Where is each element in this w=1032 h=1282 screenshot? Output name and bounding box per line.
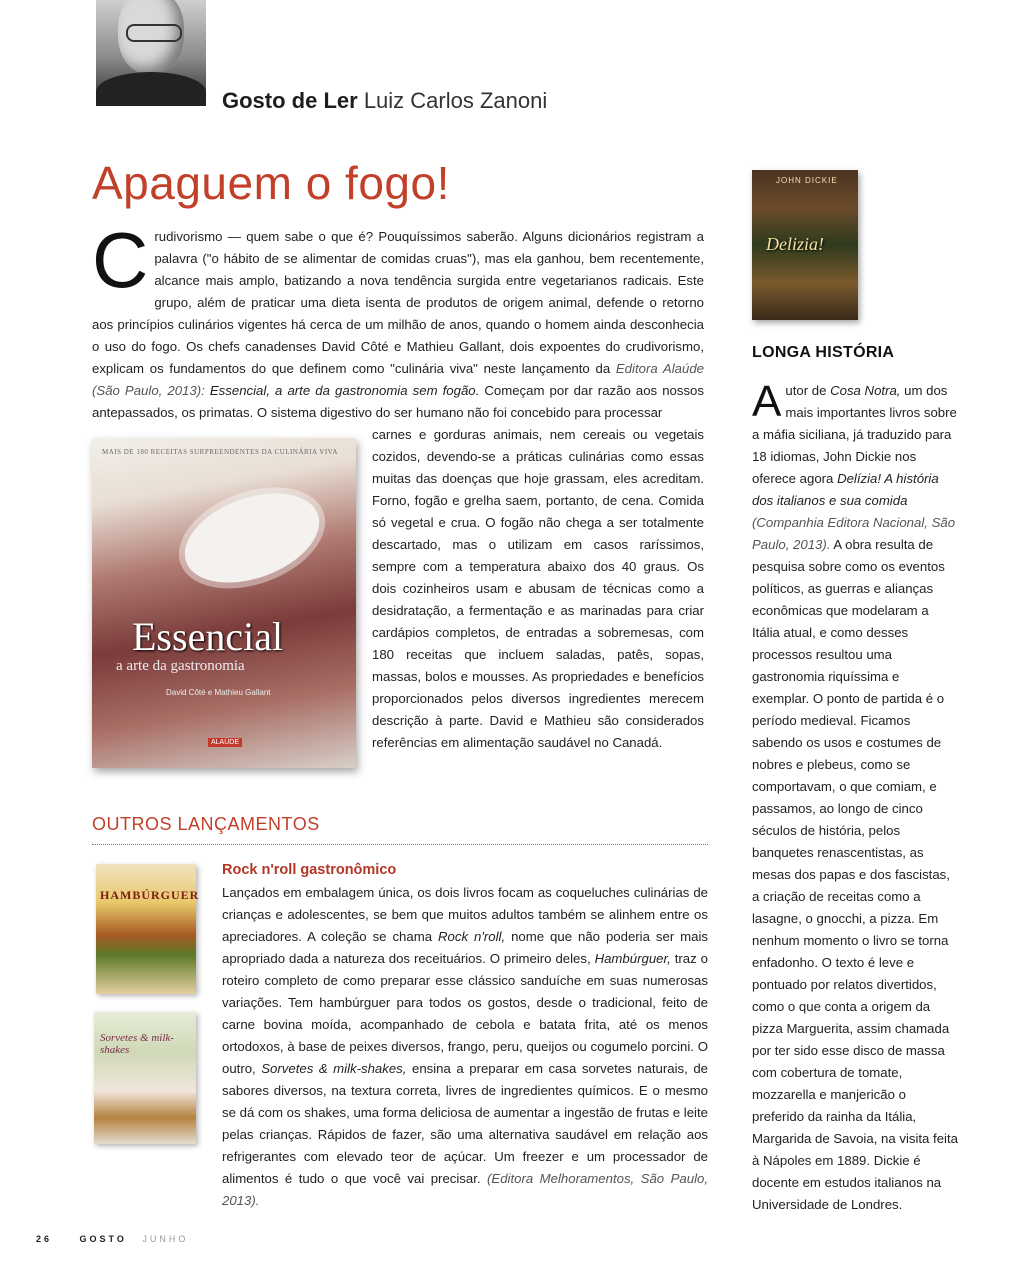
- drop-cap: C: [92, 216, 149, 304]
- sidebar-title: LONGA HISTÓRIA: [752, 344, 895, 361]
- item-text-part: ensina a preparar em casa sorvetes naturais, de sabores diversos, na textura correta, livres de ingredientes químicos. E o mesmo se dá com os shakes, uma forma deliciosa de aumentar a ingestão de frutas e leite pelas crianças. Rápidos de fazer, são uma alternativa saudável em relação aos refrigerantes com elevado teor de açúcar. Um freezer e um processador de alimentos é tudo o que você vai precisar.: [222, 1061, 708, 1186]
- cover-publisher: ALAÚDE: [208, 738, 242, 747]
- cover-tagline: MAIS DE 180 RECEITAS SURPREENDENTES DA CULINÁRIA VIVA: [102, 448, 338, 456]
- essencial-book-cover: [92, 438, 356, 768]
- cover-subtitle: a arte da gastronomia: [116, 658, 245, 674]
- sidebar-text-part: A obra resulta de pesquisa sobre como os eventos políticos, as guerras e alianças econômicas que modelaram a Itália atual, e como desses processos resultou uma gastronomia riquíssima e exemplar. O ponto de partida é o período medieval. Ficamos sabendo os usos e costumes de nobres e plebeus, como se comportavam, o que comiam, e passamos, ao longo de cinco séculos de história, pelos banquetes renascentistas, as mesas dos papas e dos fascistas, a criação de receitas como a lasagne, o gnocchi, a pizza. Em nenhum momento o livro se torna enfadonho. O texto é leve e pontuado por relatos divertidos, como o que conta a origem da pizza Marguerita, assim chamada por ter sido esse disco de massa com cobertura de tomate, mozzarella e manjericão o preferido da rainha da Itália, Margarida de Savoia, na visita feita à Nápoles em 1889. Dickie é docente em estudos italianos na Universidade de Londres.: [752, 537, 958, 1212]
- article-headline: Apaguem o fogo!: [92, 157, 450, 209]
- sorvetes-cover-title: Sorvetes & milk-shakes: [100, 1032, 174, 1056]
- delizia-cover-title: Delizia!: [766, 234, 824, 254]
- author-portrait: [96, 0, 206, 106]
- issue-month: JUNHO: [142, 1234, 189, 1244]
- sidebar-text-part: um dos mais importantes livros sobre a máfia siciliana, já traduzido para 18 idiomas, John Dickie nos oferece agora: [752, 383, 957, 486]
- article-intro: [92, 216, 704, 424]
- section-divider: [92, 844, 708, 845]
- page-footer: [36, 1234, 188, 1244]
- sidebar-drop-cap: A: [752, 377, 782, 426]
- intro-book-title: Essencial, a arte da gastronomia sem fogão.: [209, 383, 480, 398]
- intro-text-2: Começam por dar razão aos nossos antepassados, os primatas. O sistema digestivo do ser humano não foi concebido para processar: [92, 383, 704, 420]
- item-title: Rock n'roll gastronômico: [222, 862, 397, 878]
- item-text-part: nome que não poderia ser mais apropriado dada a natureza dos receituários. O primeiro deles,: [222, 929, 709, 966]
- intro-source: Editora Alaúde (São Paulo, 2013):: [92, 361, 704, 398]
- column-author: Luiz Carlos Zanoni: [363, 88, 548, 113]
- intro-text: rudivorismo — quem sabe o que é? Pouquíssimos saberão. Alguns dicionários registram a palavra ("o hábito de se alimentar de comidas cruas"), mas ela ganhou, bem recentemente, alcance mais amplo, batizando a nova tendência surgida entre vegetarianos radicais. Este grupo, além de praticar uma dieta isenta de produtos de origem animal, defende o retorno aos princípios culinários vigentes há cerca de um milhão de anos, quando o homem ainda desconhecia o uso do fogo. Os chefs canadenses David Côté e Mathieu Gallant, dois expoentes do crudivorismo, explicam os fundamentos do que definem como "culinária viva" neste lançamento da: [92, 229, 704, 376]
- delizia-book-cover: [752, 170, 858, 320]
- sidebar-text: [752, 377, 960, 1216]
- sidebar-source: (Companhia Editora Nacional, São Paulo, 2013).: [752, 515, 956, 552]
- column-heading: [222, 88, 547, 114]
- item-text-em: Sorvetes & milk-shakes,: [261, 1061, 407, 1076]
- cover-authors: David Côté e Mathieu Gallant: [166, 688, 271, 697]
- column-title: Gosto de Ler: [222, 88, 358, 113]
- page-number: 26: [36, 1234, 53, 1244]
- article-body: carnes e gorduras animais, nem cereais ou vegetais cozidos, devendo-se a práticas culinárias como essas muitas das doenças que hoje grassam, eles acreditam. Forno, fogão e grelha saem, portanto, de cena. Comida só vegetal e crua. O fogão não chega a ser totalmente descartado, mas o utilizam em casos raríssimos, sempre com a temperatura abaixo dos 40 graus. Os dois cozinheiros usam e abusam de técnicas como a desidratação, a fermentação e as marinadas para criar cardápios completos, de entradas a sobremesas, com 180 receitas que incluem saladas, patês, sopas, massas, bolos e mousses. As propriedades e benefícios proporcionados pelos diversos ingredientes merecem descrição à parte. David e Mathieu são considerados referências em alimentação saudável no Canadá.: [372, 427, 704, 750]
- item-source: (Editora Melhoramentos, São Paulo, 2013).: [222, 1171, 708, 1208]
- item-text-part: traz o roteiro completo de como preparar esse clássico sanduíche em suas numerosas variações. Tem hambúrguer para todos os gostos, desde o tradicional, feito de carne bovina moída, acompanhado de cebola e batata frita, até os menos ortodoxos, à base de peixes diversos, frango, peru, queijos ou cogumelo porcini. O outro,: [222, 951, 708, 1076]
- sidebar-text-em: Delízia! A história dos italianos e sua comida: [752, 471, 939, 508]
- sorvetes-book-cover: [94, 1012, 196, 1144]
- cover-title: Essencial: [132, 614, 284, 659]
- sidebar-text-em: Cosa Notra,: [830, 383, 901, 398]
- item-text-em: Hambúrguer,: [594, 951, 671, 966]
- section-title-outros: OUTROS LANÇAMENTOS: [92, 814, 320, 834]
- item-text-part: Lançados em embalagem única, os dois livros focam as coqueluches culinárias de crianças e adolescentes, se bem que muitos adultos também se alinhem entre os apreciadores. A coleção se chama: [222, 885, 708, 944]
- hamburguer-cover-title: HAMBÚRGUER: [100, 888, 200, 902]
- item-text: [222, 882, 708, 1212]
- magazine-name: GOSTO: [79, 1234, 127, 1244]
- item-text-em: Rock n'roll,: [438, 929, 506, 944]
- delizia-cover-author: JOHN DICKIE: [776, 176, 838, 185]
- hamburguer-book-cover: [96, 864, 200, 994]
- sidebar-text-part: utor de: [785, 383, 827, 398]
